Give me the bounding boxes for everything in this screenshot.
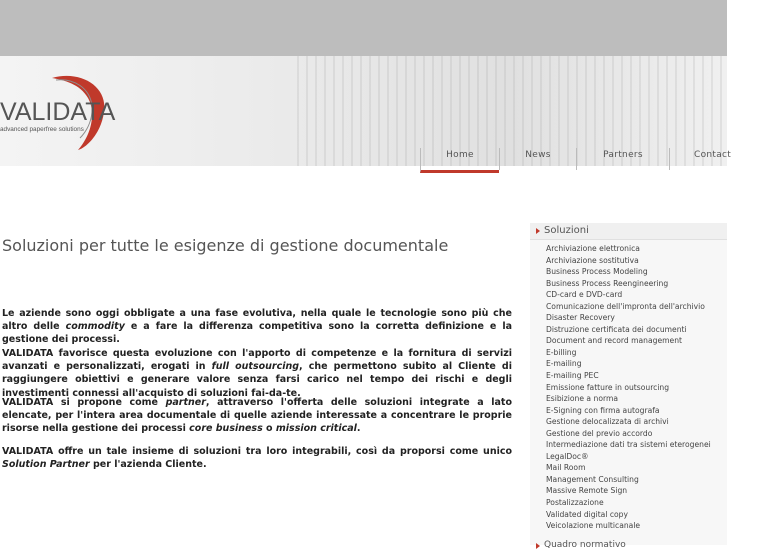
sidebar-item[interactable]: Postalizzazione bbox=[546, 498, 604, 508]
sidebar-item[interactable]: Disaster Recovery bbox=[546, 313, 615, 323]
sidebar-title: Soluzioni bbox=[544, 225, 589, 236]
sidebar-item[interactable]: Business Process Modeling bbox=[546, 267, 648, 277]
top-bar bbox=[0, 0, 727, 56]
sidebar-item[interactable]: E-Signing con firma autografa bbox=[546, 405, 660, 415]
page-title: Soluzioni per tutte le esigenze di gestione documentale bbox=[2, 236, 449, 255]
sidebar-item[interactable]: Veicolazione multicanale bbox=[546, 521, 641, 531]
sidebar-item[interactable]: Massive Remote Sign bbox=[546, 486, 628, 496]
sidebar-item[interactable]: Gestione del previo accordo bbox=[546, 428, 653, 438]
sidebar-item[interactable]: Emissione fatture in outsourcing bbox=[546, 382, 670, 392]
nav-contact[interactable]: Contact bbox=[669, 148, 774, 170]
sidebar-item[interactable]: Validated digital copy bbox=[546, 509, 628, 519]
sidebar-item[interactable]: Gestione delocalizzata di archivi bbox=[546, 417, 669, 427]
sidebar-item[interactable]: Archiviazione elettronica bbox=[546, 244, 640, 253]
logo-tagline: advanced paperfree solutions bbox=[0, 126, 84, 133]
nav-partners[interactable]: Partners bbox=[576, 148, 669, 170]
nav-news[interactable]: News bbox=[499, 148, 576, 170]
sidebar-item[interactable]: Mail Room bbox=[546, 463, 586, 473]
nav-home[interactable]: Home bbox=[420, 148, 499, 173]
logo-text: VALIDATA bbox=[0, 98, 116, 126]
sidebar-item[interactable]: E-billing bbox=[546, 347, 577, 357]
header bbox=[0, 56, 732, 166]
sidebar-item[interactable]: CD-card e DVD-card bbox=[546, 290, 623, 300]
sidebar-item[interactable]: Esibizione a norma bbox=[546, 394, 618, 404]
sidebar-item[interactable]: Document and record management bbox=[546, 336, 682, 346]
sidebar-item[interactable]: Intermediazione dati tra sistemi eterogenei bbox=[546, 440, 711, 450]
sidebar-section-label: Quadro normativo bbox=[544, 540, 626, 550]
sidebar-item[interactable]: Business Process Reengineering bbox=[546, 278, 669, 288]
main-nav bbox=[420, 148, 774, 174]
intro-paragraph-3: VALIDATA si propone come partner, attraverso l'offerta delle soluzioni integrate a lato elencate, per l'intera area documentale di quelle aziende interessate a concentrare le proprie risorse nella gestione dei processi core business o mission critical. bbox=[2, 397, 512, 435]
sidebar-item[interactable]: E-mailing bbox=[546, 359, 582, 369]
intro-paragraph-1: Le aziende sono oggi obbligate a una fase evolutiva, nella quale le tecnologie sono più che altro delle commodity e a fare la differenza competitiva sono la corretta definizione e la gestione dei processi. bbox=[2, 308, 513, 346]
intro-paragraph-2: VALIDATA favorisce questa evoluzione con l'apporto di competenze e la fornitura di servizi avanzati e personalizzati, erogati in full outsourcing, che permettono subito al Cliente di raggiungere obiettivi e generare valore senza farsi carico nel tempo dei rischi e degli investimenti connessi all'acquisto di soluzioni fai-da-te. bbox=[2, 348, 512, 399]
validata-logo[interactable] bbox=[0, 72, 160, 152]
intro-paragraph-4: VALIDATA offre un tale insieme di soluzioni tra loro integrabili, così da proporsi come unico Solution Partner per l'azienda Cliente. bbox=[2, 446, 512, 471]
sidebar-item[interactable]: E-mailing PEC bbox=[546, 371, 599, 381]
sidebar-item[interactable]: Comunicazione dell'impronta dell'archivio bbox=[546, 301, 705, 311]
arrow-right-icon bbox=[536, 228, 540, 234]
solutions-sidebar bbox=[530, 223, 727, 550]
sidebar-item[interactable]: Distruzione certificata dei documenti bbox=[546, 324, 687, 334]
sidebar-item[interactable]: Archiviazione sostitutiva bbox=[546, 255, 639, 265]
arrow-right-icon bbox=[536, 543, 540, 549]
solutions-list bbox=[546, 243, 711, 532]
sidebar-item[interactable]: LegalDoc® bbox=[546, 451, 589, 461]
sidebar-item[interactable]: Management Consulting bbox=[546, 474, 639, 484]
sidebar-header[interactable] bbox=[530, 223, 727, 240]
